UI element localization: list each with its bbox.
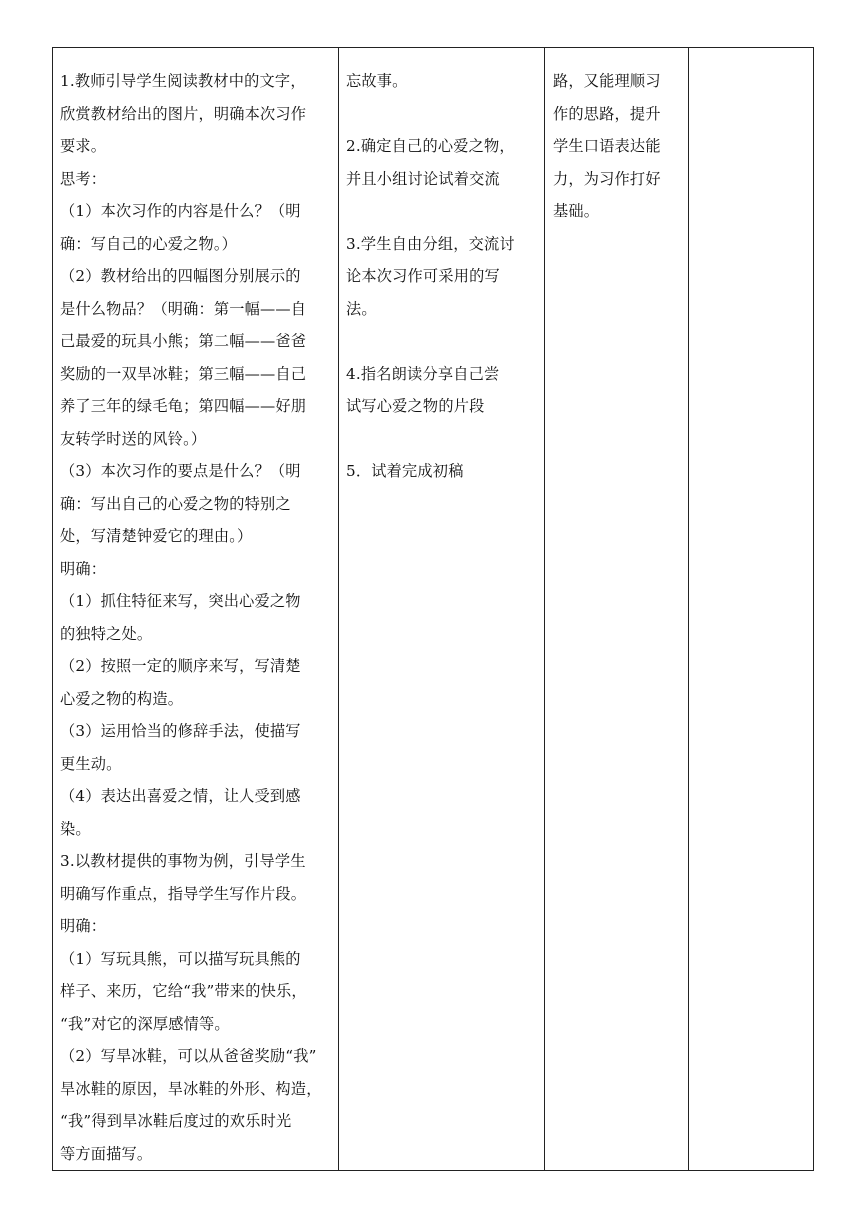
teacher-activity-line: 友转学时送的风铃。）	[60, 429, 207, 448]
teacher-activity-line: （1）写玩具熊，可以描写玩具熊的	[60, 949, 301, 968]
design-intent-line: 路，又能理顺习	[553, 72, 661, 90]
teacher-activity-line: 思考：	[60, 169, 107, 188]
student-activity-line: 2.确定自己的心爱之物，	[346, 137, 515, 155]
teacher-activity-line: （4）表达出喜爱之情，让人受到感	[60, 787, 301, 805]
teacher-activity-line: 旱冰鞋的原因，旱冰鞋的外形、构造，	[60, 1079, 322, 1098]
student-activity-line: 忘故事。	[346, 72, 408, 90]
teacher-activity-line: “我”对它的深厚感情等。	[60, 1014, 230, 1033]
teacher-activity-line: 处，写清楚钟爱它的理由。）	[60, 527, 253, 545]
teacher-activity-line: 等方面描写。	[60, 1144, 153, 1163]
student-activity-cell	[339, 48, 545, 1171]
teacher-activity-line: 1.教师引导学生阅读教材中的文字，	[60, 72, 306, 90]
design-intent-line: 力，为习作打好	[553, 169, 661, 188]
student-activity-step	[346, 358, 538, 423]
design-intent-text	[545, 48, 688, 228]
teacher-activity-line: （1）抓住特征来写，突出心爱之物	[60, 592, 301, 610]
teacher-activity-line: 更生动。	[60, 754, 122, 773]
student-activity-line: 法。	[346, 299, 377, 318]
student-activity-line: 3.学生自由分组，交流讨	[346, 234, 515, 253]
teacher-activity-line: 明确：	[60, 917, 107, 935]
student-activity-text	[339, 48, 544, 488]
student-activity-line: 并且小组讨论试着交流	[346, 169, 500, 188]
teacher-activity-line: 确：写出自己的心爱之物的特别之	[60, 494, 291, 513]
teacher-activity-line: （1）本次习作的内容是什么？（明	[60, 202, 301, 220]
teacher-activity-line: 确：写自己的心爱之物。）	[60, 234, 238, 253]
teacher-activity-line: 要求。	[60, 137, 107, 155]
teacher-activity-line: （2）写旱冰鞋，可以从爸爸奖励“我”	[60, 1047, 317, 1065]
teacher-activity-line: 的独特之处。	[60, 624, 153, 643]
teacher-activity-line: 奖励的一双旱冰鞋；第三幅——自己	[60, 364, 307, 383]
teacher-activity-line: 样子、来历，它给“我”带来的快乐，	[60, 982, 307, 1000]
teacher-activity-cell	[53, 48, 339, 1171]
teacher-activity-line: （2）教材给出的四幅图分别展示的	[60, 267, 301, 285]
table-row	[53, 48, 814, 1171]
student-activity-step	[346, 228, 538, 326]
teacher-activity-line: 是什么物品？（明确：第一幅——自	[60, 299, 307, 318]
teacher-activity-line: 养了三年的绿毛龟；第四幅——好朋	[60, 397, 307, 415]
notes-cell	[689, 48, 814, 1171]
teacher-activity-line: 明确：	[60, 559, 107, 578]
teacher-activity-line: “我”得到旱冰鞋后度过的欢乐时光	[60, 1112, 292, 1130]
student-activity-line: 4.指名朗读分享自己尝	[346, 364, 500, 383]
student-activity-line: 论本次习作可采用的写	[346, 267, 500, 285]
teacher-activity-line: （2）按照一定的顺序来写，写清楚	[60, 657, 301, 675]
design-intent-line: 基础。	[553, 202, 600, 220]
teacher-activity-line: 欣赏教材给出的图片，明确本次习作	[60, 104, 307, 123]
design-intent-line: 学生口语表达能	[553, 137, 661, 155]
teacher-activity-line: 染。	[60, 819, 91, 838]
student-activity-step	[346, 65, 538, 98]
student-activity-line: 5．试着完成初稿	[346, 462, 464, 480]
teacher-activity-line: 己最爱的玩具小熊；第二幅——爸爸	[60, 332, 307, 350]
teacher-activity-line: 3.以教材提供的事物为例，引导学生	[60, 852, 306, 870]
teacher-activity-line: 明确写作重点，指导学生写作片段。	[60, 884, 307, 903]
student-activity-step	[346, 130, 538, 195]
design-intent-line: 作的思路，提升	[553, 104, 661, 123]
teacher-activity-text	[53, 48, 338, 1170]
student-activity-step	[346, 455, 538, 488]
design-intent-cell	[545, 48, 689, 1171]
teacher-activity-line: （3）本次习作的要点是什么？（明	[60, 462, 301, 480]
teacher-activity-line: （3）运用恰当的修辞手法，使描写	[60, 722, 301, 740]
teacher-activity-line: 心爱之物的构造。	[60, 689, 184, 708]
lesson-plan-table	[52, 47, 814, 1171]
student-activity-line: 试写心爱之物的片段	[346, 397, 485, 415]
